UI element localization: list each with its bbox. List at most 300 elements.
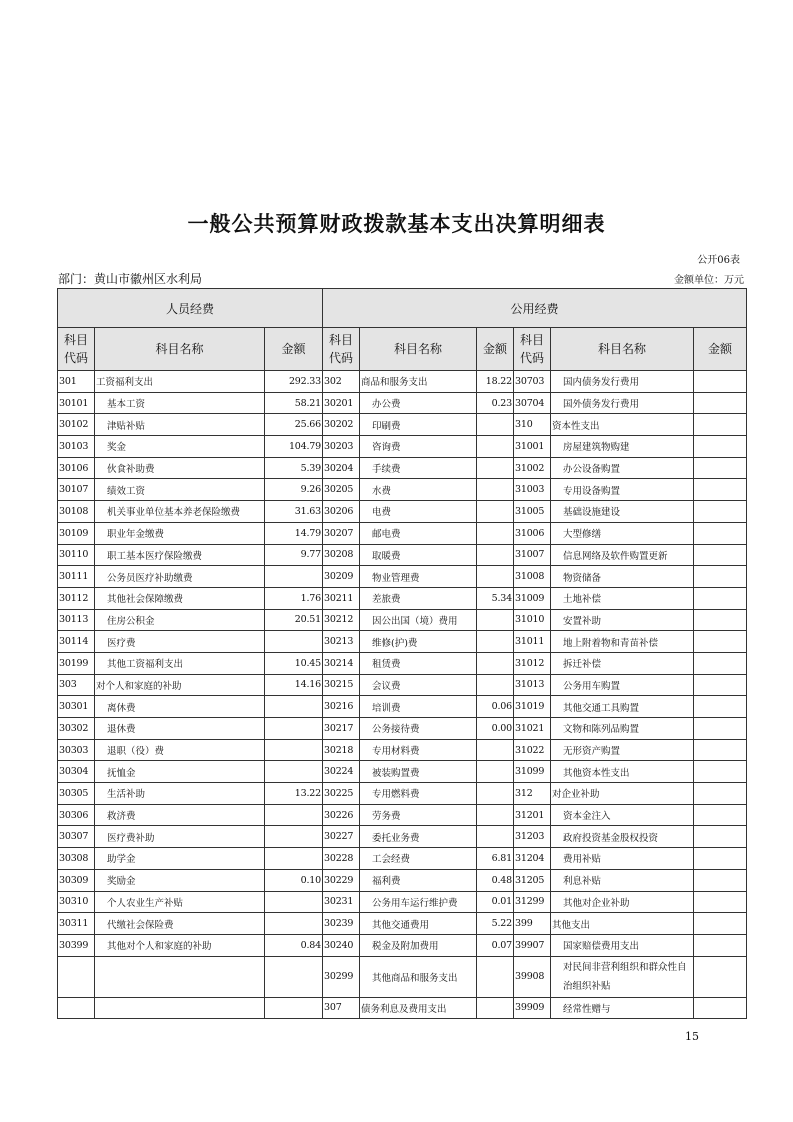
cell-code: 30208: [323, 544, 360, 566]
section-public: 公用经费: [323, 289, 747, 328]
table-row: [58, 457, 747, 479]
cell-name: 手续费: [360, 457, 477, 479]
cell-code: 312: [514, 783, 551, 805]
cell-amount: [477, 826, 514, 848]
cell-name: 其他对个人和家庭的补助: [95, 934, 265, 956]
cell-amount: [694, 739, 747, 761]
cell-amount: [477, 436, 514, 458]
cell-amount: [694, 522, 747, 544]
cell-amount: [477, 956, 514, 997]
cell-code: 30212: [323, 609, 360, 631]
cell-name: 其他商品和服务支出: [360, 956, 477, 997]
cell-amount: 6.81: [477, 848, 514, 870]
cell-name: 文物和陈列品购置: [551, 718, 694, 740]
cell-amount: 14.16: [265, 674, 323, 696]
cell-name: 债务利息及费用支出: [360, 997, 477, 1019]
cell-code: 30211: [323, 587, 360, 609]
cell-amount: [477, 997, 514, 1019]
cell-name: 公务接待费: [360, 718, 477, 740]
cell-code: 30225: [323, 783, 360, 805]
cell-amount: 0.01: [477, 891, 514, 913]
cell-code: 301: [58, 371, 95, 393]
table-row: [58, 652, 747, 674]
cell-name: 资本性支出: [551, 414, 694, 436]
cell-name: 取暖费: [360, 544, 477, 566]
cell-name: 职工基本医疗保险缴费: [95, 544, 265, 566]
cell-name: 其他对企业补助: [551, 891, 694, 913]
cell-name: 差旅费: [360, 587, 477, 609]
cell-name: 物业管理费: [360, 566, 477, 588]
table-row: [58, 587, 747, 609]
cell-amount: [694, 783, 747, 805]
cell-amount: 5.22: [477, 913, 514, 935]
table-row: [58, 783, 747, 805]
cell-code: 31012: [514, 652, 551, 674]
cell-amount: [694, 891, 747, 913]
cell-amount: 9.26: [265, 479, 323, 501]
cell-code: 30207: [323, 522, 360, 544]
cell-name: 国外债务发行费用: [551, 392, 694, 414]
cell-code: 30109: [58, 522, 95, 544]
cell-code: 30108: [58, 501, 95, 523]
cell-name: 生活补助: [95, 783, 265, 805]
cell-name: 土地补偿: [551, 587, 694, 609]
cell-name: 对企业补助: [551, 783, 694, 805]
cell-name: 基础设施建设: [551, 501, 694, 523]
cell-code: 31002: [514, 457, 551, 479]
cell-code: 310: [514, 414, 551, 436]
cell-code: 30307: [58, 826, 95, 848]
cell-code: 30303: [58, 739, 95, 761]
cell-amount: [694, 566, 747, 588]
header-amount: 金额: [265, 328, 323, 371]
cell-code: 302: [323, 371, 360, 393]
cell-amount: [694, 804, 747, 826]
cell-name: 因公出国（境）费用: [360, 609, 477, 631]
cell-name: 机关事业单位基本养老保险缴费: [95, 501, 265, 523]
cell-amount: [477, 457, 514, 479]
table-row: [58, 913, 747, 935]
table-row: [58, 934, 747, 956]
cell-code: 30209: [323, 566, 360, 588]
cell-amount: [265, 566, 323, 588]
cell-amount: 14.79: [265, 522, 323, 544]
cell-amount: [265, 848, 323, 870]
cell-name: 安置补助: [551, 609, 694, 631]
cell-code: 31205: [514, 869, 551, 891]
table-row: [58, 392, 747, 414]
table-row: [58, 436, 747, 458]
cell-name: 津贴补贴: [95, 414, 265, 436]
table-row: [58, 566, 747, 588]
cell-amount: [694, 696, 747, 718]
cell-amount: [477, 674, 514, 696]
cell-name: 物资储备: [551, 566, 694, 588]
cell-amount: 0.48: [477, 869, 514, 891]
cell-amount: [694, 674, 747, 696]
cell-code: 303: [58, 674, 95, 696]
cell-amount: [477, 761, 514, 783]
table-row: [58, 522, 747, 544]
cell-amount: 0.06: [477, 696, 514, 718]
cell-code: 30202: [323, 414, 360, 436]
table-row: [58, 891, 747, 913]
cell-amount: [694, 414, 747, 436]
cell-name: 专用燃料费: [360, 783, 477, 805]
cell-code: 30311: [58, 913, 95, 935]
cell-code: 31204: [514, 848, 551, 870]
cell-name: 对民间非营利组织和群众性自治组织补贴: [551, 956, 694, 997]
cell-name: 劳务费: [360, 804, 477, 826]
cell-code: 30215: [323, 674, 360, 696]
cell-amount: 0.23: [477, 392, 514, 414]
cell-code: 399: [514, 913, 551, 935]
cell-code: 30217: [323, 718, 360, 740]
cell-code: 30308: [58, 848, 95, 870]
cell-code: 307: [323, 997, 360, 1019]
cell-amount: 292.33: [265, 371, 323, 393]
cell-amount: 9.77: [265, 544, 323, 566]
cell-name: 代缴社会保险费: [95, 913, 265, 935]
cell-amount: 58.21: [265, 392, 323, 414]
cell-code: 31019: [514, 696, 551, 718]
cell-amount: [694, 934, 747, 956]
page-number: 15: [685, 1030, 699, 1043]
cell-amount: [265, 631, 323, 653]
cell-name: [95, 956, 265, 997]
cell-code: 30113: [58, 609, 95, 631]
cell-amount: [265, 718, 323, 740]
cell-code: 30218: [323, 739, 360, 761]
cell-name: [95, 997, 265, 1019]
cell-amount: [694, 631, 747, 653]
cell-code: 30301: [58, 696, 95, 718]
cell-amount: [694, 544, 747, 566]
cell-name: 无形资产购置: [551, 739, 694, 761]
cell-amount: [477, 479, 514, 501]
cell-name: 离休费: [95, 696, 265, 718]
table-row: [58, 997, 747, 1019]
cell-name: 大型修缮: [551, 522, 694, 544]
cell-amount: [694, 956, 747, 997]
cell-amount: [694, 371, 747, 393]
cell-amount: [694, 652, 747, 674]
cell-code: 31011: [514, 631, 551, 653]
cell-amount: 10.45: [265, 652, 323, 674]
page-title: 一般公共预算财政拨款基本支出决算明细表: [187, 211, 606, 236]
cell-name: 其他交通工具购置: [551, 696, 694, 718]
header-name: 科目名称: [551, 328, 694, 371]
cell-name: 公务用车购置: [551, 674, 694, 696]
cell-name: 专用材料费: [360, 739, 477, 761]
cell-amount: [477, 544, 514, 566]
cell-amount: [694, 997, 747, 1019]
table-row: [58, 761, 747, 783]
cell-name: 政府投资基金股权投资: [551, 826, 694, 848]
cell-code: 31099: [514, 761, 551, 783]
cell-amount: [477, 783, 514, 805]
cell-amount: [694, 848, 747, 870]
cell-name: 租赁费: [360, 652, 477, 674]
cell-code: 30114: [58, 631, 95, 653]
cell-code: 30103: [58, 436, 95, 458]
cell-code: 31007: [514, 544, 551, 566]
cell-name: 房屋建筑物购建: [551, 436, 694, 458]
cell-name: 其他工资福利支出: [95, 652, 265, 674]
department-label: 部门：黄山市徽州区水利局: [58, 272, 203, 286]
cell-code: 31005: [514, 501, 551, 523]
cell-code: 30310: [58, 891, 95, 913]
cell-amount: 1.76: [265, 587, 323, 609]
table-row: [58, 479, 747, 501]
cell-name: 工会经费: [360, 848, 477, 870]
table-row: [58, 631, 747, 653]
cell-name: 医疗费补助: [95, 826, 265, 848]
cell-amount: [265, 826, 323, 848]
cell-code: 30111: [58, 566, 95, 588]
cell-amount: [477, 609, 514, 631]
cell-code: 39907: [514, 934, 551, 956]
cell-code: 30107: [58, 479, 95, 501]
cell-code: 30227: [323, 826, 360, 848]
cell-amount: 31.63: [265, 501, 323, 523]
cell-code: 30201: [323, 392, 360, 414]
cell-code: 30101: [58, 392, 95, 414]
table-row: [58, 956, 747, 997]
cell-amount: [477, 501, 514, 523]
cell-name: 住房公积金: [95, 609, 265, 631]
cell-code: 30399: [58, 934, 95, 956]
cell-amount: [694, 501, 747, 523]
cell-amount: [265, 804, 323, 826]
cell-code: 30106: [58, 457, 95, 479]
cell-code: 30305: [58, 783, 95, 805]
cell-name: 退职（役）费: [95, 739, 265, 761]
cell-amount: [694, 913, 747, 935]
cell-code: 30112: [58, 587, 95, 609]
expenditure-table: [57, 288, 747, 1019]
cell-name: 邮电费: [360, 522, 477, 544]
cell-name: 职业年金缴费: [95, 522, 265, 544]
cell-amount: [477, 631, 514, 653]
cell-amount: [694, 761, 747, 783]
cell-name: 税金及附加费用: [360, 934, 477, 956]
cell-code: 30299: [323, 956, 360, 997]
cell-name: 绩效工资: [95, 479, 265, 501]
cell-code: 31021: [514, 718, 551, 740]
header-code: 科目代码: [514, 328, 551, 371]
cell-name: 培训费: [360, 696, 477, 718]
cell-name: 公务用车运行维护费: [360, 891, 477, 913]
cell-code: 31299: [514, 891, 551, 913]
cell-name: 对个人和家庭的补助: [95, 674, 265, 696]
cell-amount: 0.10: [265, 869, 323, 891]
section-personnel: 人员经费: [58, 289, 323, 328]
cell-code: [58, 997, 95, 1019]
unit-label: 金额单位：万元: [674, 275, 744, 286]
table-row: [58, 804, 747, 826]
cell-amount: [477, 739, 514, 761]
cell-code: 31008: [514, 566, 551, 588]
cell-name: 经常性赠与: [551, 997, 694, 1019]
cell-name: 奖励金: [95, 869, 265, 891]
cell-amount: 104.79: [265, 436, 323, 458]
cell-code: 30224: [323, 761, 360, 783]
cell-amount: [265, 956, 323, 997]
cell-code: 39908: [514, 956, 551, 997]
cell-code: 30229: [323, 869, 360, 891]
header-name: 科目名称: [95, 328, 265, 371]
cell-name: 助学金: [95, 848, 265, 870]
cell-name: 办公设备购置: [551, 457, 694, 479]
cell-amount: [694, 587, 747, 609]
table-row: [58, 848, 747, 870]
cell-code: 31013: [514, 674, 551, 696]
cell-amount: [694, 869, 747, 891]
cell-name: 咨询费: [360, 436, 477, 458]
cell-name: 办公费: [360, 392, 477, 414]
cell-code: 30203: [323, 436, 360, 458]
cell-name: 其他交通费用: [360, 913, 477, 935]
table-row: [58, 739, 747, 761]
cell-amount: [694, 718, 747, 740]
cell-code: 30199: [58, 652, 95, 674]
cell-name: 专用设备购置: [551, 479, 694, 501]
cell-code: 30214: [323, 652, 360, 674]
cell-code: 31003: [514, 479, 551, 501]
cell-code: 30306: [58, 804, 95, 826]
cell-name: 其他支出: [551, 913, 694, 935]
cell-code: 30302: [58, 718, 95, 740]
cell-code: 30205: [323, 479, 360, 501]
cell-amount: 5.34: [477, 587, 514, 609]
table-row: [58, 501, 747, 523]
cell-name: 被装购置费: [360, 761, 477, 783]
cell-name: 抚恤金: [95, 761, 265, 783]
cell-code: 30206: [323, 501, 360, 523]
cell-name: 印刷费: [360, 414, 477, 436]
cell-name: 公务员医疗补助缴费: [95, 566, 265, 588]
cell-code: 30239: [323, 913, 360, 935]
cell-name: 国家赔偿费用支出: [551, 934, 694, 956]
cell-code: 30228: [323, 848, 360, 870]
cell-amount: 13.22: [265, 783, 323, 805]
cell-name: 福利费: [360, 869, 477, 891]
cell-name: 费用补贴: [551, 848, 694, 870]
cell-code: 31010: [514, 609, 551, 631]
cell-code: 39909: [514, 997, 551, 1019]
cell-amount: [694, 436, 747, 458]
cell-amount: [265, 696, 323, 718]
cell-code: 31001: [514, 436, 551, 458]
cell-name: 退休费: [95, 718, 265, 740]
cell-amount: 0.07: [477, 934, 514, 956]
cell-code: 30231: [323, 891, 360, 913]
cell-code: 30102: [58, 414, 95, 436]
cell-amount: 25.66: [265, 414, 323, 436]
cell-code: 30204: [323, 457, 360, 479]
cell-name: 医疗费: [95, 631, 265, 653]
cell-name: 工资福利支出: [95, 371, 265, 393]
cell-name: 电费: [360, 501, 477, 523]
cell-amount: [694, 609, 747, 631]
header-code: 科目代码: [323, 328, 360, 371]
cell-amount: [477, 804, 514, 826]
cell-amount: 0.84: [265, 934, 323, 956]
cell-name: 救济费: [95, 804, 265, 826]
cell-name: 奖金: [95, 436, 265, 458]
table-row: [58, 718, 747, 740]
cell-amount: [477, 566, 514, 588]
cell-amount: [477, 652, 514, 674]
cell-name: 水费: [360, 479, 477, 501]
cell-code: 30240: [323, 934, 360, 956]
cell-name: 伙食补助费: [95, 457, 265, 479]
table-row: [58, 609, 747, 631]
cell-code: 30704: [514, 392, 551, 414]
cell-amount: 0.00: [477, 718, 514, 740]
table-row: [58, 371, 747, 393]
header-amount: 金额: [477, 328, 514, 371]
header-code: 科目代码: [58, 328, 95, 371]
cell-amount: [265, 913, 323, 935]
table-row: [58, 696, 747, 718]
cell-amount: [265, 761, 323, 783]
cell-amount: [694, 479, 747, 501]
table-row: [58, 414, 747, 436]
cell-code: 30304: [58, 761, 95, 783]
cell-name: 个人农业生产补贴: [95, 891, 265, 913]
cell-name: 地上附着物和青苗补偿: [551, 631, 694, 653]
cell-name: 信息网络及软件购置更新: [551, 544, 694, 566]
cell-amount: [477, 414, 514, 436]
cell-code: 31009: [514, 587, 551, 609]
cell-amount: [694, 392, 747, 414]
cell-amount: [694, 457, 747, 479]
cell-name: 资本金注入: [551, 804, 694, 826]
cell-code: 30213: [323, 631, 360, 653]
cell-amount: [265, 891, 323, 913]
cell-amount: 5.39: [265, 457, 323, 479]
table-row: [58, 674, 747, 696]
cell-name: 其他资本性支出: [551, 761, 694, 783]
cell-code: 30110: [58, 544, 95, 566]
cell-code: 30309: [58, 869, 95, 891]
cell-code: 31006: [514, 522, 551, 544]
cell-name: 拆迁补偿: [551, 652, 694, 674]
cell-amount: [265, 739, 323, 761]
cell-amount: [694, 826, 747, 848]
cell-code: 31203: [514, 826, 551, 848]
cell-name: 委托业务费: [360, 826, 477, 848]
cell-amount: [265, 997, 323, 1019]
cell-amount: 18.22: [477, 371, 514, 393]
table-row: [58, 544, 747, 566]
cell-code: 30216: [323, 696, 360, 718]
cell-amount: 20.51: [265, 609, 323, 631]
cell-code: 31022: [514, 739, 551, 761]
cell-name: 会议费: [360, 674, 477, 696]
header-amount: 金额: [694, 328, 747, 371]
cell-code: 31201: [514, 804, 551, 826]
table-row: [58, 826, 747, 848]
table-code: 公开06表: [697, 255, 740, 266]
cell-name: 国内债务发行费用: [551, 371, 694, 393]
cell-name: 利息补贴: [551, 869, 694, 891]
cell-name: 基本工资: [95, 392, 265, 414]
cell-code: [58, 956, 95, 997]
cell-name: 维修(护)费: [360, 631, 477, 653]
